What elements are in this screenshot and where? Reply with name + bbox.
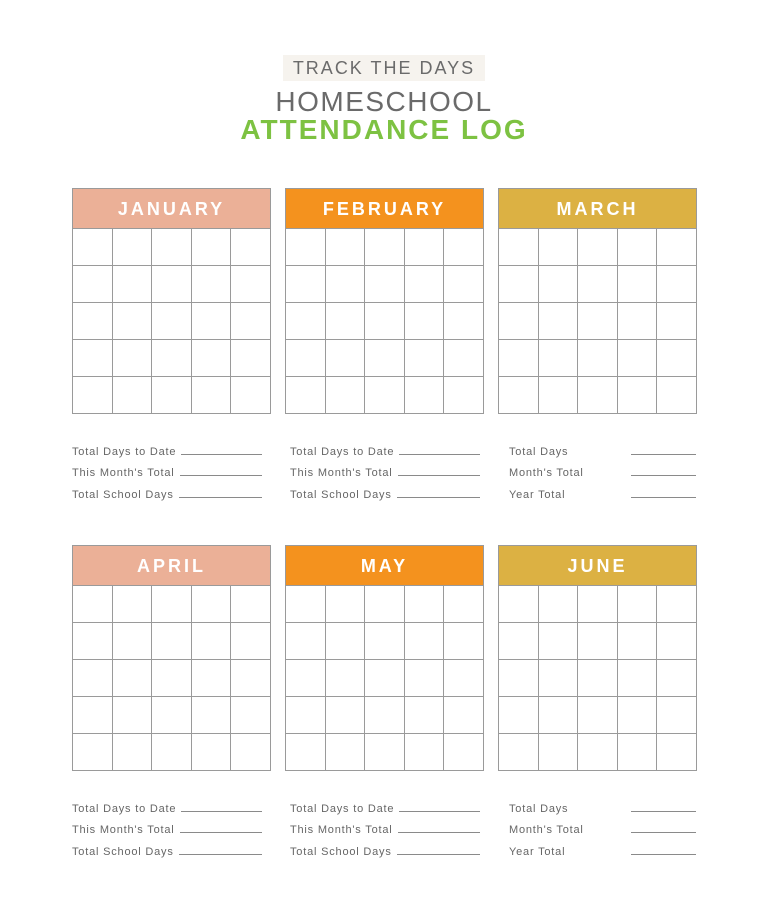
attendance-cell[interactable]	[231, 586, 271, 623]
attendance-cell[interactable]	[539, 623, 579, 660]
attendance-cell[interactable]	[326, 697, 366, 734]
month-card-may	[285, 545, 484, 771]
fill-line[interactable]	[631, 831, 696, 833]
attendance-cell[interactable]	[405, 586, 445, 623]
attendance-cell[interactable]	[444, 623, 484, 660]
attendance-cell[interactable]	[405, 377, 445, 414]
total-row	[509, 436, 696, 458]
month-header: JANUARY	[72, 188, 271, 228]
attendance-cell[interactable]	[326, 266, 366, 303]
totals-april	[72, 793, 262, 858]
attendance-cell[interactable]	[618, 229, 658, 266]
total-label: Year Total	[509, 845, 566, 858]
attendance-cell[interactable]	[152, 734, 192, 771]
fill-line[interactable]	[631, 496, 696, 498]
attendance-cell[interactable]	[578, 734, 618, 771]
attendance-cell[interactable]	[539, 377, 579, 414]
total-label: Total Days to Date	[290, 802, 395, 815]
total-row	[290, 458, 480, 480]
total-label: This Month's Total	[290, 824, 393, 836]
attendance-cell[interactable]	[326, 586, 366, 623]
attendance-cell[interactable]	[618, 660, 658, 697]
attendance-cell[interactable]	[657, 266, 697, 303]
attendance-cell[interactable]	[444, 229, 484, 266]
attendance-cell[interactable]	[578, 623, 618, 660]
attendance-cell[interactable]	[326, 303, 366, 340]
attendance-cell[interactable]	[326, 377, 366, 414]
attendance-cell[interactable]	[539, 340, 579, 377]
attendance-cell[interactable]	[286, 734, 326, 771]
attendance-cell[interactable]	[657, 660, 697, 697]
attendance-cell[interactable]	[444, 340, 484, 377]
attendance-cell[interactable]	[578, 586, 618, 623]
attendance-cell[interactable]	[231, 340, 271, 377]
total-row	[290, 436, 480, 458]
attendance-cell[interactable]	[578, 303, 618, 340]
attendance-cell[interactable]	[231, 734, 271, 771]
attendance-cell[interactable]	[231, 303, 271, 340]
fill-line[interactable]	[397, 853, 480, 855]
month-header: MARCH	[498, 188, 697, 228]
attendance-cell[interactable]	[365, 660, 405, 697]
attendance-cell[interactable]	[405, 660, 445, 697]
attendance-cell[interactable]	[365, 586, 405, 623]
attendance-cell[interactable]	[152, 586, 192, 623]
attendance-cell[interactable]	[152, 623, 192, 660]
totals-january	[72, 436, 262, 501]
attendance-cell[interactable]	[405, 697, 445, 734]
attendance-cell[interactable]	[192, 303, 232, 340]
total-row	[509, 836, 696, 858]
attendance-cell[interactable]	[286, 229, 326, 266]
attendance-cell[interactable]	[578, 266, 618, 303]
page-title: HOMESCHOOL	[275, 86, 493, 117]
attendance-cell[interactable]	[286, 623, 326, 660]
total-row	[290, 793, 480, 815]
fill-line[interactable]	[180, 474, 262, 476]
attendance-cell[interactable]	[444, 697, 484, 734]
attendance-cell[interactable]	[657, 229, 697, 266]
attendance-cell[interactable]	[405, 734, 445, 771]
attendance-cell[interactable]	[444, 586, 484, 623]
attendance-cell[interactable]	[444, 660, 484, 697]
month-card-february	[285, 188, 484, 414]
totals-may	[290, 793, 480, 858]
attendance-cell[interactable]	[499, 660, 539, 697]
attendance-cell[interactable]	[326, 229, 366, 266]
attendance-cell[interactable]	[657, 623, 697, 660]
total-row	[509, 479, 696, 501]
attendance-cell[interactable]	[73, 229, 113, 266]
month-header: MAY	[285, 545, 484, 585]
total-label: This Month's Total	[72, 467, 175, 479]
attendance-grid	[72, 585, 271, 771]
total-row	[72, 458, 262, 480]
fill-line[interactable]	[631, 810, 696, 812]
attendance-cell[interactable]	[192, 623, 232, 660]
attendance-cell[interactable]	[499, 734, 539, 771]
total-row	[72, 436, 262, 458]
attendance-cell[interactable]	[618, 340, 658, 377]
attendance-cell[interactable]	[286, 377, 326, 414]
attendance-cell[interactable]	[73, 377, 113, 414]
attendance-cell[interactable]	[657, 377, 697, 414]
total-label: Total Days	[509, 445, 569, 458]
total-row	[290, 815, 480, 837]
month-card-april	[72, 545, 271, 771]
attendance-cell[interactable]	[152, 377, 192, 414]
attendance-cell[interactable]	[231, 377, 271, 414]
month-header: JUNE	[498, 545, 697, 585]
attendance-cell[interactable]	[499, 303, 539, 340]
attendance-cell[interactable]	[657, 697, 697, 734]
attendance-cell[interactable]	[73, 266, 113, 303]
attendance-cell[interactable]	[73, 303, 113, 340]
attendance-cell[interactable]	[365, 734, 405, 771]
attendance-cell[interactable]	[73, 340, 113, 377]
attendance-cell[interactable]	[113, 586, 153, 623]
attendance-cell[interactable]	[657, 340, 697, 377]
attendance-cell[interactable]	[192, 377, 232, 414]
kicker-text: TRACK THE DAYS	[283, 55, 485, 81]
attendance-cell[interactable]	[499, 340, 539, 377]
attendance-cell[interactable]	[539, 660, 579, 697]
total-label: Total Days to Date	[290, 445, 395, 458]
fill-line[interactable]	[631, 453, 696, 455]
total-label: Month's Total	[509, 467, 584, 479]
attendance-cell[interactable]	[113, 303, 153, 340]
attendance-cell[interactable]	[618, 303, 658, 340]
attendance-cell[interactable]	[499, 266, 539, 303]
attendance-grid	[72, 228, 271, 414]
attendance-cell[interactable]	[286, 586, 326, 623]
total-row	[72, 479, 262, 501]
total-label: Total Days to Date	[72, 445, 177, 458]
fill-line[interactable]	[398, 474, 480, 476]
attendance-cell[interactable]	[73, 734, 113, 771]
attendance-cell[interactable]	[152, 303, 192, 340]
total-label: Total Days	[509, 802, 569, 815]
attendance-cell[interactable]	[73, 623, 113, 660]
attendance-cell[interactable]	[152, 660, 192, 697]
attendance-cell[interactable]	[152, 697, 192, 734]
attendance-cell[interactable]	[73, 697, 113, 734]
fill-line[interactable]	[180, 831, 262, 833]
attendance-cell[interactable]	[286, 660, 326, 697]
attendance-cell[interactable]	[152, 266, 192, 303]
total-row	[72, 793, 262, 815]
attendance-cell[interactable]	[152, 229, 192, 266]
attendance-cell[interactable]	[578, 229, 618, 266]
total-row	[290, 836, 480, 858]
total-row	[509, 815, 696, 837]
attendance-cell[interactable]	[578, 660, 618, 697]
total-label: Year Total	[509, 488, 566, 501]
attendance-cell[interactable]	[618, 734, 658, 771]
fill-line[interactable]	[181, 453, 262, 455]
attendance-cell[interactable]	[326, 660, 366, 697]
month-card-june	[498, 545, 697, 771]
fill-line[interactable]	[399, 453, 480, 455]
fill-line[interactable]	[179, 496, 262, 498]
attendance-cell[interactable]	[365, 377, 405, 414]
attendance-cell[interactable]	[539, 303, 579, 340]
attendance-cell[interactable]	[113, 377, 153, 414]
attendance-cell[interactable]	[539, 266, 579, 303]
attendance-cell[interactable]	[539, 734, 579, 771]
attendance-cell[interactable]	[578, 340, 618, 377]
attendance-grid	[498, 228, 697, 414]
totals-february	[290, 436, 480, 501]
attendance-cell[interactable]	[539, 229, 579, 266]
attendance-cell[interactable]	[231, 266, 271, 303]
total-label: Total School Days	[72, 845, 174, 858]
attendance-cell[interactable]	[499, 586, 539, 623]
attendance-cell[interactable]	[192, 586, 232, 623]
total-row	[72, 815, 262, 837]
fill-line[interactable]	[399, 810, 480, 812]
attendance-cell[interactable]	[113, 266, 153, 303]
attendance-cell[interactable]	[365, 623, 405, 660]
attendance-cell[interactable]	[444, 303, 484, 340]
attendance-cell[interactable]	[444, 266, 484, 303]
attendance-cell[interactable]	[405, 303, 445, 340]
attendance-cell[interactable]	[73, 586, 113, 623]
attendance-cell[interactable]	[113, 660, 153, 697]
month-card-january	[72, 188, 271, 414]
attendance-grid	[498, 585, 697, 771]
attendance-cell[interactable]	[405, 229, 445, 266]
attendance-cell[interactable]	[365, 303, 405, 340]
attendance-cell[interactable]	[113, 623, 153, 660]
attendance-grid	[285, 228, 484, 414]
attendance-cell[interactable]	[618, 697, 658, 734]
attendance-cell[interactable]	[405, 623, 445, 660]
attendance-cell[interactable]	[231, 697, 271, 734]
attendance-cell[interactable]	[286, 303, 326, 340]
attendance-cell[interactable]	[405, 340, 445, 377]
attendance-cell[interactable]	[192, 229, 232, 266]
total-label: This Month's Total	[290, 467, 393, 479]
total-row	[72, 836, 262, 858]
attendance-cell[interactable]	[365, 340, 405, 377]
attendance-cell[interactable]	[326, 340, 366, 377]
attendance-cell[interactable]	[286, 697, 326, 734]
attendance-cell[interactable]	[192, 734, 232, 771]
attendance-cell[interactable]	[618, 266, 658, 303]
attendance-cell[interactable]	[192, 697, 232, 734]
attendance-cell[interactable]	[113, 229, 153, 266]
attendance-cell[interactable]	[444, 377, 484, 414]
attendance-cell[interactable]	[326, 734, 366, 771]
attendance-cell[interactable]	[618, 623, 658, 660]
attendance-grid	[285, 585, 484, 771]
fill-line[interactable]	[181, 810, 262, 812]
attendance-cell[interactable]	[192, 660, 232, 697]
month-card-march	[498, 188, 697, 414]
attendance-cell[interactable]	[286, 340, 326, 377]
total-label: Total School Days	[290, 488, 392, 501]
fill-line[interactable]	[631, 853, 696, 855]
attendance-cell[interactable]	[539, 586, 579, 623]
total-label: This Month's Total	[72, 824, 175, 836]
attendance-cell[interactable]	[444, 734, 484, 771]
month-header: FEBRUARY	[285, 188, 484, 228]
attendance-cell[interactable]	[618, 586, 658, 623]
attendance-cell[interactable]	[113, 340, 153, 377]
total-label: Total School Days	[72, 488, 174, 501]
attendance-cell[interactable]	[405, 266, 445, 303]
attendance-cell[interactable]	[365, 229, 405, 266]
attendance-cell[interactable]	[231, 229, 271, 266]
attendance-cell[interactable]	[192, 266, 232, 303]
attendance-cell[interactable]	[365, 266, 405, 303]
attendance-cell[interactable]	[499, 623, 539, 660]
attendance-cell[interactable]	[231, 623, 271, 660]
total-label: Total Days to Date	[72, 802, 177, 815]
total-label: Total School Days	[290, 845, 392, 858]
attendance-cell[interactable]	[657, 586, 697, 623]
fill-line[interactable]	[398, 831, 480, 833]
totals-june	[509, 793, 696, 858]
attendance-cell[interactable]	[618, 377, 658, 414]
attendance-cell[interactable]	[73, 660, 113, 697]
attendance-cell[interactable]	[578, 697, 618, 734]
attendance-cell[interactable]	[113, 734, 153, 771]
fill-line[interactable]	[397, 496, 480, 498]
attendance-cell[interactable]	[326, 623, 366, 660]
kicker	[0, 55, 768, 81]
page-subtitle: ATTENDANCE LOG	[240, 114, 528, 145]
attendance-cell[interactable]	[539, 697, 579, 734]
attendance-cell[interactable]	[499, 697, 539, 734]
attendance-cell[interactable]	[365, 697, 405, 734]
attendance-cell[interactable]	[657, 303, 697, 340]
month-header: APRIL	[72, 545, 271, 585]
attendance-cell[interactable]	[499, 377, 539, 414]
attendance-cell[interactable]	[192, 340, 232, 377]
attendance-cell[interactable]	[578, 377, 618, 414]
fill-line[interactable]	[179, 853, 262, 855]
attendance-cell[interactable]	[657, 734, 697, 771]
attendance-cell[interactable]	[231, 660, 271, 697]
total-row	[290, 479, 480, 501]
fill-line[interactable]	[631, 474, 696, 476]
attendance-cell[interactable]	[499, 229, 539, 266]
total-row	[509, 458, 696, 480]
attendance-cell[interactable]	[286, 266, 326, 303]
attendance-cell[interactable]	[113, 697, 153, 734]
total-row	[509, 793, 696, 815]
attendance-cell[interactable]	[152, 340, 192, 377]
totals-march	[509, 436, 696, 501]
total-label: Month's Total	[509, 824, 584, 836]
